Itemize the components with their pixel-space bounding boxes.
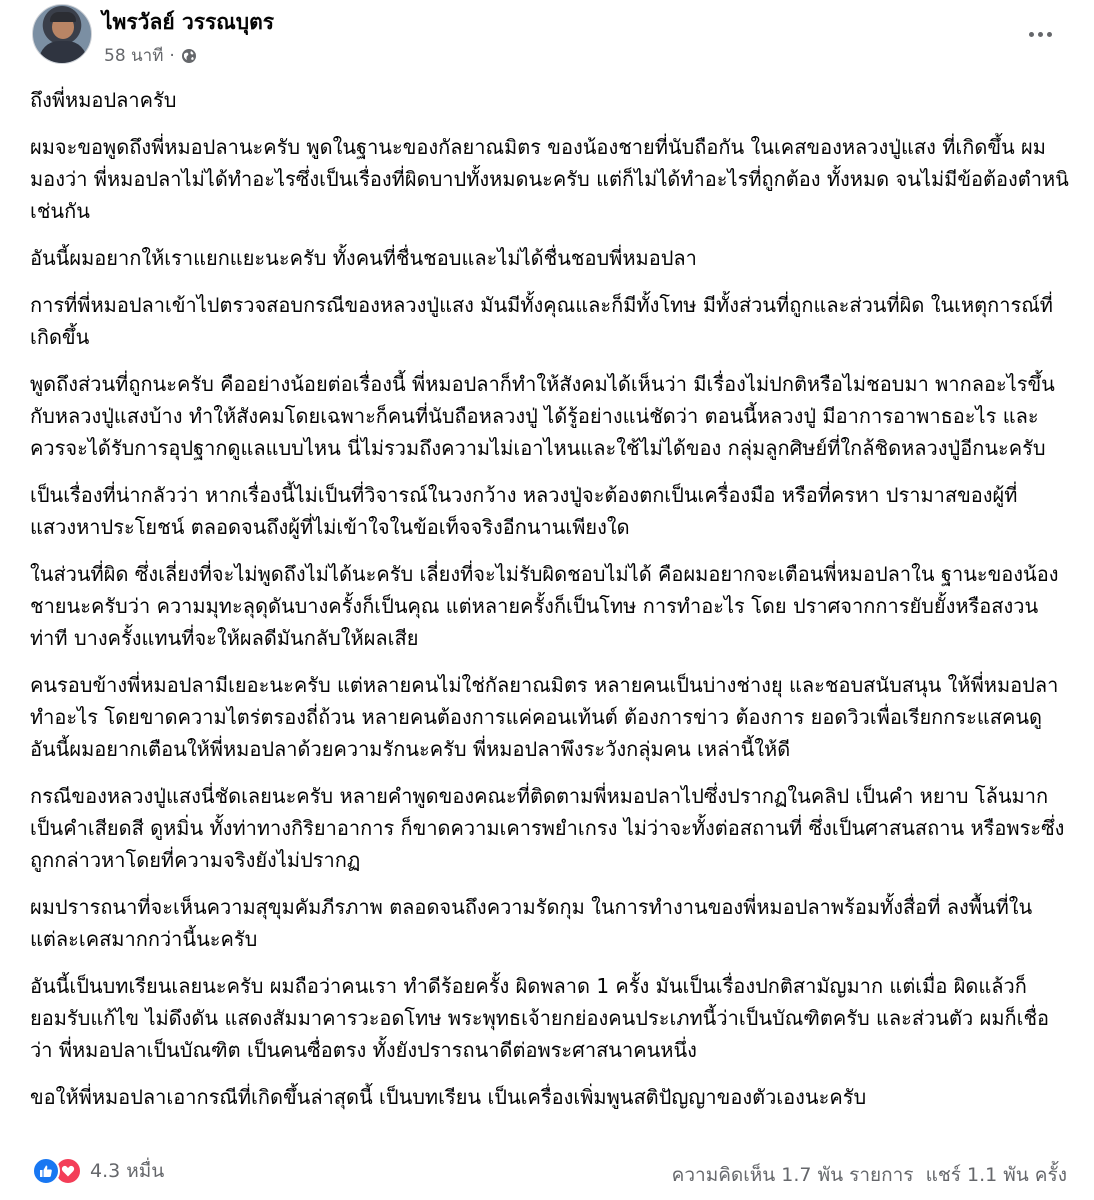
post-footer xyxy=(32,1152,1067,1192)
reactions-count[interactable]: 4.3 หมื่น xyxy=(90,1160,165,1182)
paragraph: ถึงพี่หมอปลาครับ xyxy=(30,88,177,112)
comments-count[interactable]: ความคิดเห็น 1.7 พัน รายการ xyxy=(671,1164,914,1186)
post-content xyxy=(30,84,1070,1128)
paragraph: อันนี้ผมอยากให้เราแยกแยะนะครับ ทั้งคนที่ชื่นชอบและไม่ได้ชื่นชอบพี่หมอปลา xyxy=(30,246,697,270)
post-stats xyxy=(672,1160,1067,1190)
paragraph: ผมปรารถนาที่จะเห็นความสุขุมคัมภีรภาพ ตลอดจนถึงความรัดกุม ในการทำงานของพี่หมอปลาพร้อมทั้งสื่อที่ ลงพื้นที่ในแต่ละเคสมากกว่านี้นะครับ xyxy=(30,895,1033,951)
paragraph: คนรอบข้างพี่หมอปลามีเยอะนะครับ แต่หลายคนไม่ใช่กัลยาณมิตร หลายคนเป็นบ่างช่างยุ และชอบสนับสนุน ให้พี่หมอปลาทำอะไร โดยขาดความไตร่ตรองถี่ถ้วน หลายคนต้องการแค่คอนเท้นต์ ต้องการข่าว ต้องการ ยอดวิวเพื่อเรียกกระแสคนดู อันนี้ผมอยากเตือนให้พี่หมอปลาด้วยความรักนะครับ พี่หมอปลาพึงระวังกลุ่มคน เหล่านี้ให้ดี xyxy=(30,673,1059,761)
paragraph: การที่พี่หมอปลาเข้าไปตรวจสอบกรณีของหลวงปู่แสง มันมีทั้งคุณและก็มีทั้งโทษ มีทั้งส่วนที่ถูกและส่วนที่ผิด ในเหตุการณ์ที่เกิดขึ้น xyxy=(30,293,1053,349)
shares-count[interactable]: แชร์ 1.1 พัน ครั้ง xyxy=(925,1164,1067,1186)
globe-icon[interactable] xyxy=(181,48,197,64)
post-meta xyxy=(104,42,197,69)
more-dots-icon[interactable] xyxy=(1022,20,1058,48)
reactions-summary[interactable] xyxy=(32,1156,164,1186)
meta-separator: · xyxy=(169,45,175,66)
paragraph: ผมจะขอพูดถึงพี่หมอปลานะครับ พูดในฐานะของกัลยาณมิตร ของน้องชายที่นับถือกัน ในเคสของหลวงปู่แสง ที่เกิดขึ้น ผมมองว่า พี่หมอปลาไม่ได้ทำอะไรซึ่งเป็นเรื่องที่ผิดบาปทั้งหมดนะครับ แต่ก็ไม่ได้ทำอะไรที่ถูกต้อง ทั้งหมด จนไม่มีข้อต้องตำหนิเช่นกัน xyxy=(30,135,1069,223)
like-icon xyxy=(32,1157,60,1185)
author-name[interactable]: ไพรวัลย์ วรรณบุตร xyxy=(102,10,275,34)
paragraph: ขอให้พี่หมอปลาเอากรณีที่เกิดขึ้นล่าสุดนี้ เป็นบทเรียน เป็นเครื่องเพิ่มพูนสติปัญญาของตัวเองนะครับ xyxy=(30,1085,867,1109)
paragraph: พูดถึงส่วนที่ถูกนะครับ คืออย่างน้อยต่อเรื่องนี้ พี่หมอปลาก็ทำให้สังคมได้เห็นว่า มีเรื่องไม่ปกติหรือไม่ชอบมา พากลอะไรขึ้นกับหลวงปู่แสงบ้าง ทำให้สังคมโดยเฉพาะก็คนที่นับถือหลวงปู่ ได้รู้อย่างแน่ชัดว่า ตอนนี้หลวงปู่ มีอาการอาพาธอะไร และควรจะได้รับการอุปฐากดูแลแบบไหน นี่ไม่รวมถึงความไม่เอาไหนและใช้ไม่ได้ของ กลุ่มลูกศิษย์ที่ใกล้ชิดหลวงปู่อีกนะครับ xyxy=(30,372,1055,460)
paragraph: อันนี้เป็นบทเรียนเลยนะครับ ผมถือว่าคนเรา ทำดีร้อยครั้ง ผิดพลาด 1 ครั้ง มันเป็นเรื่องปกติสามัญมาก แต่เมื่อ ผิดแล้วก็ยอมรับแก้ไข ไม่ดึงดัน แสดงสัมมาคารวะอดโทษ พระพุทธเจ้ายกย่องคนประเภทนี้ว่าเป็นบัณฑิตครับ และส่วนตัว ผมก็เชื่อว่า พี่หมอปลาเป็นบัณฑิต เป็นคนซื่อตรง ทั้งยังปรารถนาดีต่อพระศาสนาคนหนึ่ง xyxy=(30,974,1050,1062)
post-header xyxy=(32,2,1072,68)
avatar[interactable] xyxy=(32,4,92,64)
paragraph: เป็นเรื่องที่น่ากลัวว่า หากเรื่องนี้ไม่เป็นที่วิจารณ์ในวงกว้าง หลวงปู่จะต้องตกเป็นเครื่องมือ หรือที่ครหา ปรามาสของผู้ที่แสวงหาประโยชน์ ตลอดจนถึงผู้ที่ไม่เข้าใจในข้อเท็จจริงอีกนานเพียงใด xyxy=(30,483,1018,539)
paragraph: ในส่วนที่ผิด ซึ่งเลี่ยงที่จะไม่พูดถึงไม่ได้นะครับ เลี่ยงที่จะไม่รับผิดชอบไม่ได้ คือผมอยากจะเตือนพี่หมอปลาใน ฐานะของน้องชายนะครับว่า ความมุทะลุดุดันบางครั้งก็เป็นคุณ แต่หลายครั้งก็เป็นโทษ การทำอะไร โดย ปราศจากการยับยั้งหรือสงวนท่าที บางครั้งแทนที่จะให้ผลดีมันกลับให้ผลเสีย xyxy=(30,562,1059,650)
paragraph: กรณีของหลวงปู่แสงนี่ชัดเลยนะครับ หลายคำพูดของคณะที่ติดตามพี่หมอปลาไปซึ่งปรากฏในคลิป เป็นคำ หยาบ โล้นมาก เป็นคำเสียดสี ดูหมิ่น ทั้งท่าทางกิริยาอาการ ก็ขาดความเคารพยำเกรง ไม่ว่าจะทั้งต่อสถานที่ ซึ่งเป็นศาสนสถาน หรือพระซึ่งถูกกล่าวหาโดยที่ความจริงยังไม่ปรากฏ xyxy=(30,784,1065,872)
post-time[interactable]: 58 นาที xyxy=(104,46,164,66)
